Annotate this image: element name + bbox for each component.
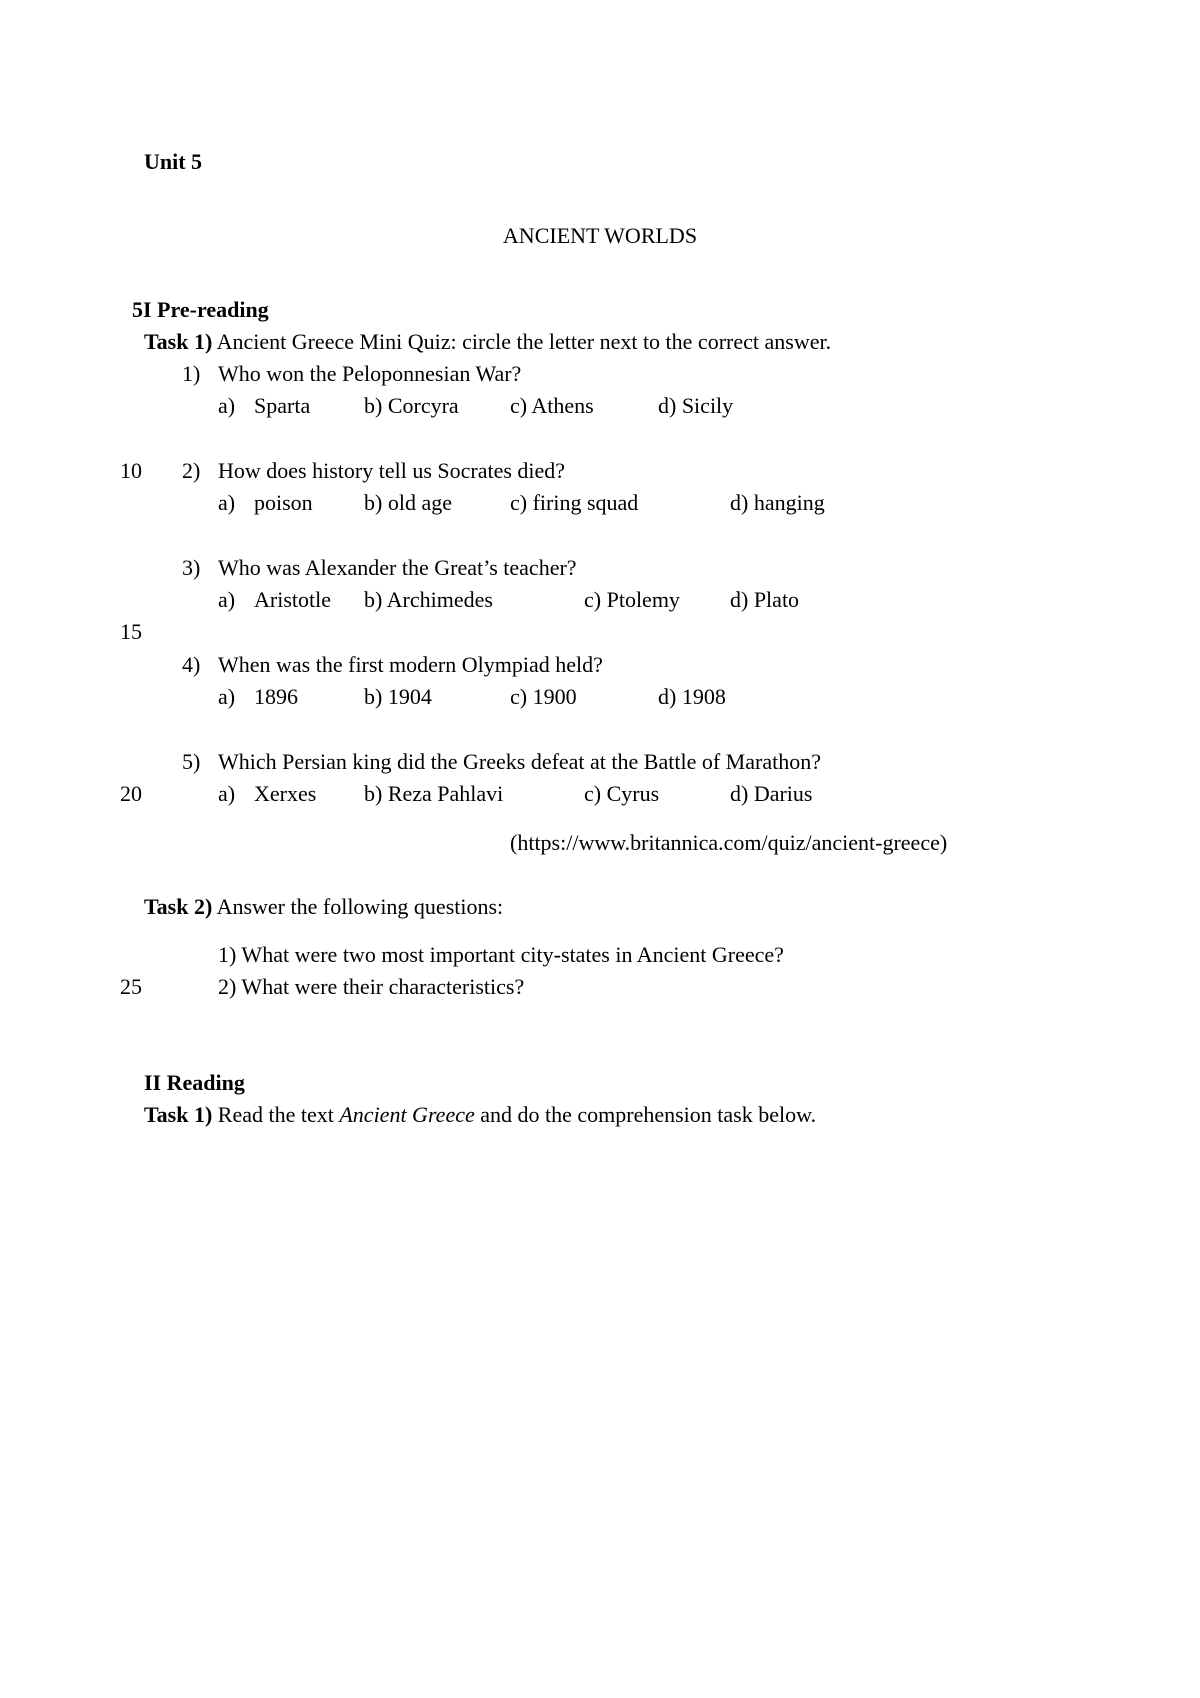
option-b: b) old age [364, 490, 452, 515]
option-b: b) Reza Pahlavi [364, 781, 504, 806]
question-number: 3) [182, 555, 201, 580]
option-a: Xerxes [254, 781, 317, 806]
option-b: b) Corcyra [364, 393, 459, 418]
line-number-25: 25 [120, 974, 142, 999]
task1-text: Ancient Greece Mini Quiz: circle the letter next to the correct answer. [216, 329, 832, 354]
task2-instruction [144, 893, 503, 921]
line-number-20: 20 [120, 781, 142, 806]
option-a: Sparta [254, 393, 311, 418]
page-title: ANCIENT WORLDS [502, 223, 698, 248]
section-heading-pre-reading: 5I Pre-reading [132, 297, 269, 322]
task1-instruction [144, 328, 831, 356]
option-b: b) 1904 [364, 684, 432, 709]
task1-label: Task 1) [144, 329, 213, 354]
unit-label: Unit 5 [144, 149, 203, 174]
option-c: c) Ptolemy [584, 587, 680, 612]
question-number: 1) [182, 361, 201, 386]
task2-question: 1) What were two most important city-states in Ancient Greece? [218, 942, 784, 967]
quiz-source: (https://www.britannica.com/quiz/ancient-greece) [510, 830, 948, 855]
option-b: b) Archimedes [364, 587, 493, 612]
option-letter: a) [218, 781, 236, 806]
task2-text: Answer the following questions: [216, 894, 504, 919]
option-d: d) Plato [730, 587, 800, 612]
line-number-15: 15 [120, 619, 142, 644]
task2-label: Task 2) [144, 894, 213, 919]
option-c: c) firing squad [510, 490, 639, 515]
question-text: Who was Alexander the Great’s teacher? [218, 555, 577, 580]
option-letter: a) [218, 684, 236, 709]
question-number: 5) [182, 749, 201, 774]
question-text: Who won the Peloponnesian War? [218, 361, 522, 386]
reading-task1-text-end: and do the comprehension task below. [480, 1102, 817, 1127]
question-text: Which Persian king did the Greeks defeat at the Battle of Marathon? [218, 749, 821, 774]
question-text: How does history tell us Socrates died? [218, 458, 566, 483]
option-a: Aristotle [254, 587, 331, 612]
option-d: d) Sicily [658, 393, 734, 418]
question-number: 2) [182, 458, 201, 483]
task2-question: 2) What were their characteristics? [218, 974, 525, 999]
option-d: d) Darius [730, 781, 813, 806]
section-heading-reading: II Reading [144, 1070, 245, 1095]
reading-task1-label: Task 1) [144, 1102, 213, 1127]
reading-task1-instruction [144, 1101, 816, 1129]
line-number-10: 10 [120, 458, 142, 483]
reading-task1-text: Read the text [217, 1102, 334, 1127]
option-c: c) Athens [510, 393, 594, 418]
option-d: d) hanging [730, 490, 825, 515]
option-a: 1896 [254, 684, 298, 709]
option-a: poison [254, 490, 313, 515]
option-c: c) Cyrus [584, 781, 660, 806]
option-c: c) 1900 [510, 684, 577, 709]
option-letter: a) [218, 393, 236, 418]
question-text: When was the first modern Olympiad held? [218, 652, 603, 677]
option-letter: a) [218, 490, 236, 515]
reading-text-title: Ancient Greece [339, 1102, 475, 1127]
question-number: 4) [182, 652, 201, 677]
option-d: d) 1908 [658, 684, 726, 709]
option-letter: a) [218, 587, 236, 612]
